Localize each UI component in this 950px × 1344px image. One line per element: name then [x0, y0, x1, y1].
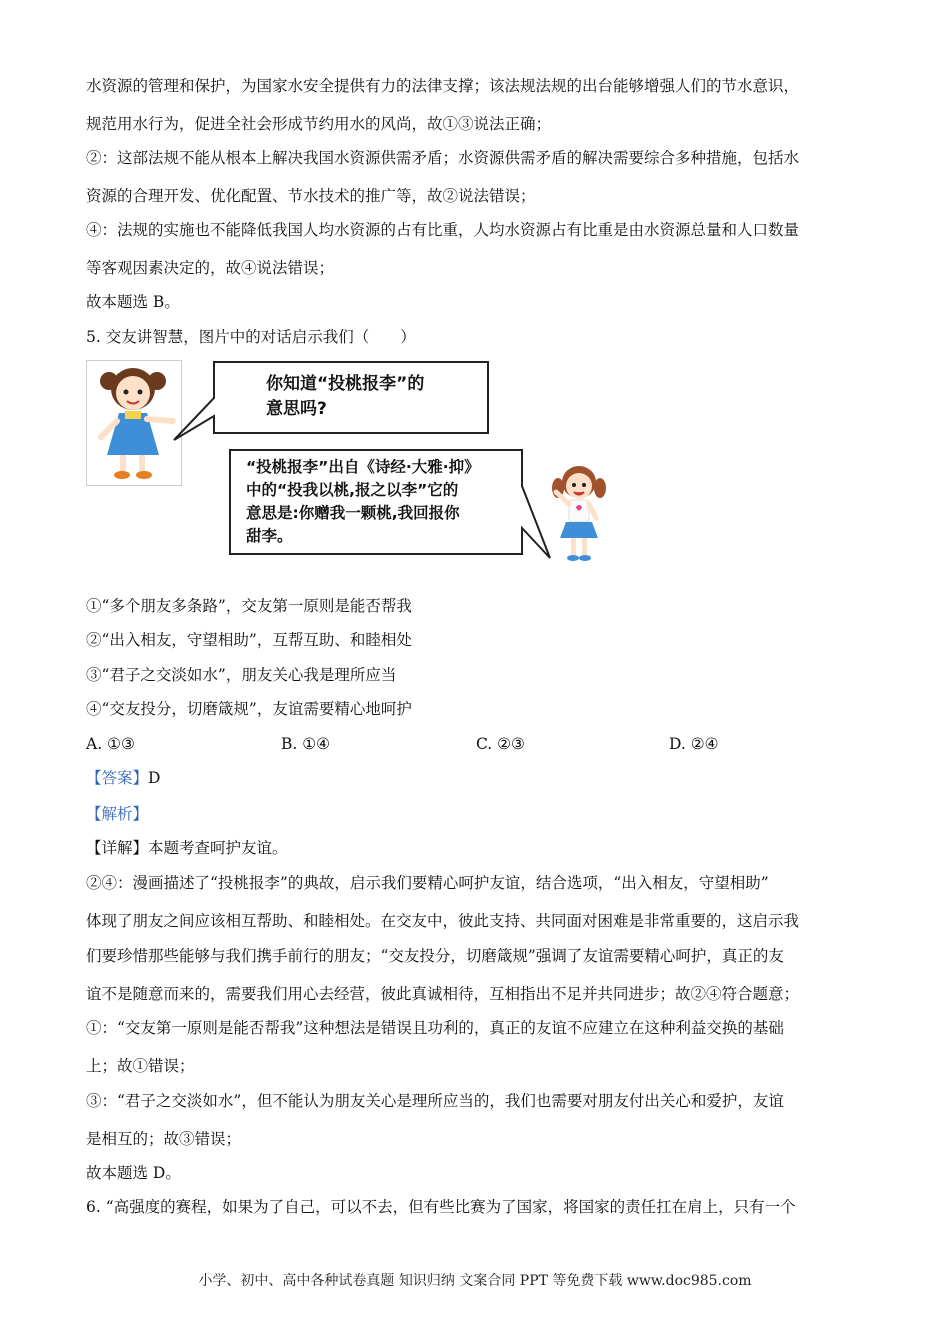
explanation-line: ①：“交友第一原则是能否帮我”这种想法是错误且功利的，真正的友谊不应建立在这种利益交换的基础	[86, 1019, 784, 1037]
statement-2: ②“出入相友，守望相助”，互帮互助、和睦相处	[86, 631, 412, 649]
answer-line	[86, 767, 160, 789]
option-b: B. ①④	[281, 735, 331, 753]
bubble-2-line: “投桃报李”出自《诗经·大雅·抑》	[246, 458, 480, 476]
bubble-1-line: 你知道“投桃报李”的	[266, 374, 425, 394]
text-line: ②：这部法规不能从根本上解决我国水资源供需矛盾；水资源供需矛盾的解决需要综合多种措施，包括水	[86, 149, 800, 167]
question-6-stem: 6. “高强度的赛程，如果为了自己，可以不去，但有些比赛为了国家，将国家的责任扛在肩上，只有一个	[86, 1198, 796, 1216]
explanation-line: 们要珍惜那些能够与我们携手前行的朋友；“交友投分，切磨箴规”强调了友谊需要精心呵护，真正的友	[86, 947, 784, 965]
explanation-line: ②④：漫画描述了“投桃报李”的典故，启示我们要精心呵护友谊，结合选项，“出入相友，守望相助”	[86, 874, 769, 892]
detail-tag: 【详解】	[86, 839, 149, 857]
speech-bubble-2	[246, 456, 480, 548]
speech-bubble-1	[266, 372, 424, 422]
page-footer: 小学、初中、高中各种试卷真题 知识归纳 文案合同 PPT 等免费下载 www.doc985.com	[198, 1273, 752, 1289]
option-c: C. ②③	[476, 735, 525, 753]
text-line: 规范用水行为，促进全社会形成节约用水的风尚，故①③说法正确；	[86, 115, 552, 133]
bubble-2-line: 甜李。	[246, 527, 293, 545]
girl-pigtails-image	[548, 462, 610, 564]
explanation-line: 谊不是随意而来的，需要我们用心去经营，彼此真诚相待，互相指出不足并共同进步；故②④符合题意；	[86, 985, 800, 1003]
detail-text: 本题考查呵护友谊。	[148, 839, 288, 857]
explanation-line: ③：“君子之交淡如水”，但不能认为朋友关心是理所应当的，我们也需要对朋友付出关心和爱护，友谊	[86, 1092, 784, 1110]
explanation-line: 上；故①错误；	[86, 1057, 195, 1075]
text-line: 资源的合理开发、优化配置、节水技术的推广等，故②说法错误；	[86, 187, 536, 205]
statement-3: ③“君子之交淡如水”，朋友关心我是理所应当	[86, 666, 397, 684]
text-line: 故本题选 B。	[86, 293, 180, 311]
option-d: D. ②④	[669, 735, 719, 753]
text-line: 等客观因素决定的，故④说法错误；	[86, 259, 335, 277]
statement-1: ①“多个朋友多条路”，交友第一原则是能否帮我	[86, 597, 412, 615]
analysis-tag: 【解析】	[86, 805, 149, 823]
question-5-stem: 5. 交友讲智慧，图片中的对话启示我们（ ）	[86, 328, 416, 346]
explanation-line: 故本题选 D。	[86, 1164, 181, 1182]
bubble-2-line: 意思是:你赠我一颗桃,我回报你	[246, 504, 460, 522]
statement-4: ④“交友投分，切磨箴规”，友谊需要精心地呵护	[86, 700, 412, 718]
text-line: ④：法规的实施也不能降低我国人均水资源的占有比重，人均水资源占有比重是由水资源总量和人口数量	[86, 221, 800, 239]
explanation-line: 体现了朋友之间应该相互帮助、和睦相处。在交友中，彼此支持、共同面对困难是非常重要的，这启示我	[86, 912, 800, 930]
answer-tag: 【答案】	[86, 769, 149, 787]
option-a: A. ①③	[86, 735, 135, 753]
explanation-line: 是相互的；故③错误；	[86, 1130, 242, 1148]
text-line: 水资源的管理和保护，为国家水安全提供有力的法律支撑；该法规法规的出台能够增强人们的节水意识，	[86, 77, 800, 95]
answer-value: D	[148, 769, 161, 787]
detail-line	[86, 837, 288, 859]
bubble-1-line: 意思吗?	[266, 399, 327, 419]
bubble-2-line: 中的“投我以桃,报之以李”它的	[246, 481, 459, 499]
